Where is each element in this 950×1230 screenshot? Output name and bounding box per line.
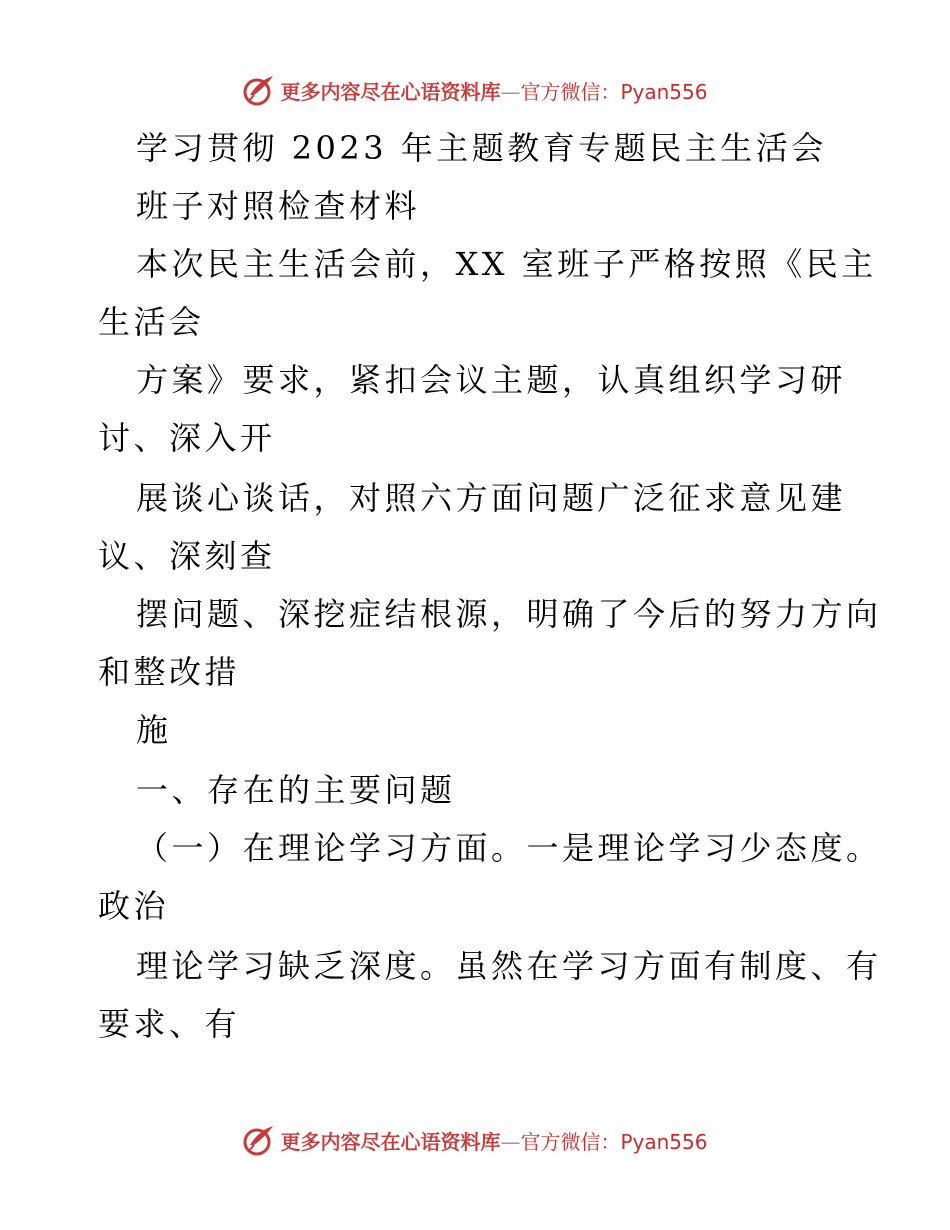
watermark-wechat: 官方微信：Pyan556 xyxy=(520,79,708,104)
paragraph-line: 理论学习缺乏深度。虽然在学习方面有制度、有 xyxy=(136,947,882,985)
section-heading: 一、存在的主要问题 xyxy=(136,771,456,809)
paragraph-line: 方案》要求，紧扣会议主题，认真组织学习研 xyxy=(136,361,847,399)
paragraph-line: 政治 xyxy=(98,887,170,925)
watermark-dash: — xyxy=(500,1129,521,1154)
paragraph-line: 生活会 xyxy=(98,303,205,341)
watermark-lead: 更多内容尽在心语资料库 xyxy=(280,79,501,104)
watermark-text xyxy=(280,1126,707,1155)
document-title: 学习贯彻 2023 年主题教育专题民主生活会 xyxy=(136,129,827,167)
paragraph-line: （一）在理论学习方面。一是理论学习少态度。 xyxy=(136,829,882,867)
paragraph-line: 展谈心谈话，对照六方面问题广泛征求意见建 xyxy=(136,479,847,517)
watermark-dash: — xyxy=(500,79,521,104)
watermark-wechat: 官方微信：Pyan556 xyxy=(520,1129,708,1154)
paragraph-line: 和整改措 xyxy=(98,653,241,691)
paragraph-line: 施 xyxy=(136,711,172,749)
document-subtitle: 班子对照检查材料 xyxy=(136,187,421,225)
paragraph-line: 本次民主生活会前，XX 室班子严格按照《民主 xyxy=(136,245,877,283)
paragraph-line: 要求、有 xyxy=(98,1005,241,1043)
paragraph-line: 议、深刻查 xyxy=(98,537,276,575)
watermark-lead: 更多内容尽在心语资料库 xyxy=(280,1129,501,1154)
paragraph-line: 讨、深入开 xyxy=(98,419,276,457)
quill-logo-icon xyxy=(242,1123,276,1157)
watermark-banner-bottom xyxy=(0,1120,950,1160)
paragraph-line: 摆问题、深挖症结根源，明确了今后的努力方向 xyxy=(136,595,882,633)
